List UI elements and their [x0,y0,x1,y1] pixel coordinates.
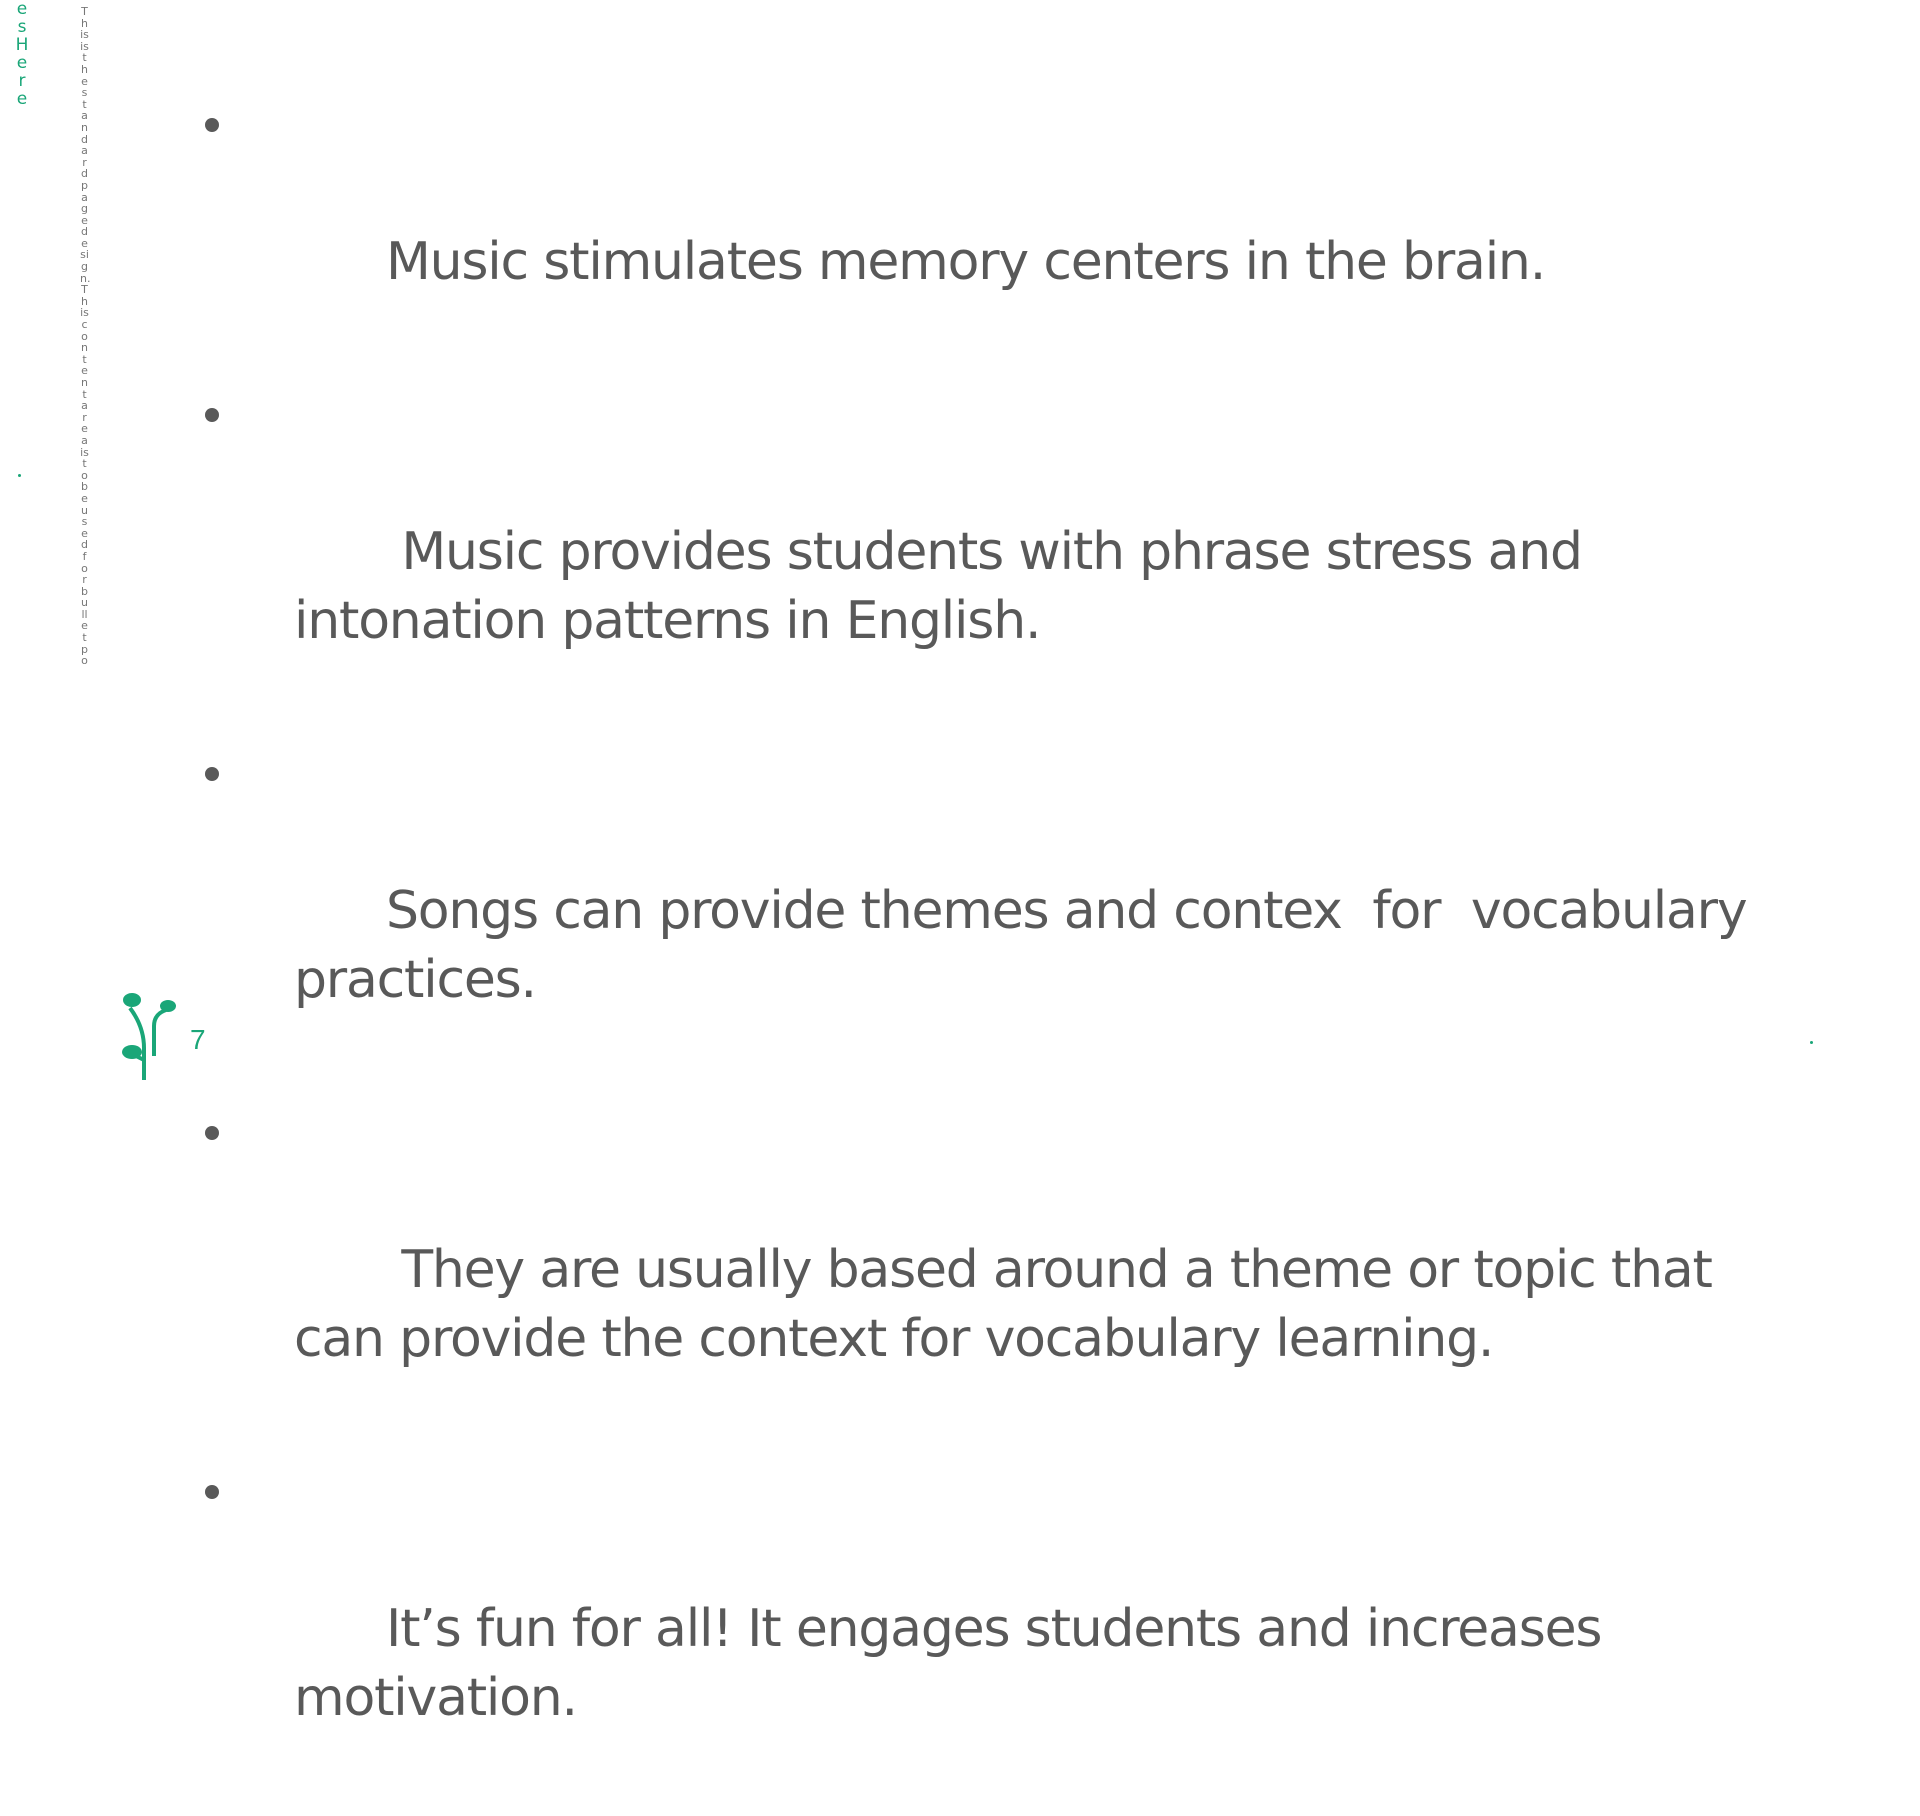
bullet-item [200,380,1760,725]
bullet-dot-icon [205,118,219,132]
bullet-list [200,90,1760,1816]
edge-title: es Here [15,0,29,109]
page-number: 7 [190,1024,206,1055]
edge-dot [18,474,21,477]
bullet-item [200,739,1760,1084]
bullet-dot-icon [205,1126,219,1140]
bullet-item [200,1098,1760,1443]
bullet-text: Music provides students with phrase stress and intonation patterns in English. [294,522,1598,651]
corner-dot [1810,1041,1813,1044]
sprout-logo-icon [120,990,176,1080]
bullet-text: Music stimulates memory centers in the brain. [385,232,1546,292]
bullet-text: They are usually based around a theme or topic that can provide the context for vocabulary learning. [294,1240,1728,1369]
bullet-item [200,90,1760,366]
bullet-item [200,1457,1760,1802]
bullet-text: It’s fun for all! It engages students and increases motivation. [294,1599,1617,1728]
edge-placeholder-note: This is the standard page design. This content area is to be used for bullet po [80,5,94,668]
bullet-dot-icon [205,767,219,781]
bullet-dot-icon [205,408,219,422]
bullet-dot-icon [205,1485,219,1499]
bullet-text: Songs can provide themes and contex for vocabulary practices. [294,881,1762,1010]
